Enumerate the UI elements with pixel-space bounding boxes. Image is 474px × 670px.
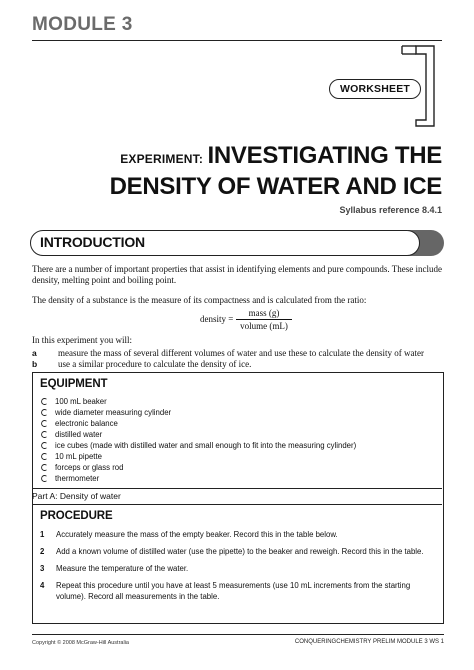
step-number: 1: [40, 530, 45, 539]
circle-bullet-icon: [40, 475, 49, 482]
equipment-heading: EQUIPMENT: [40, 378, 108, 390]
procedure-step: [40, 563, 438, 574]
equipment-item: electronic balance: [40, 418, 440, 429]
section-divider: [32, 504, 442, 505]
equipment-item: wide diameter measuring cylinder: [40, 407, 440, 418]
circle-bullet-icon: [40, 464, 49, 471]
step-number: 2: [40, 547, 45, 556]
fraction-bar: [236, 319, 292, 320]
circle-bullet-icon: [40, 453, 49, 460]
introduction-banner: [30, 230, 444, 256]
module-divider: [32, 40, 442, 41]
step-text: Measure the temperature of the water.: [56, 564, 189, 573]
title-line-1: INVESTIGATING THE: [207, 142, 442, 169]
aim-key: b: [32, 359, 38, 369]
step-text: Accurately measure the mass of the empty beaker. Record this in the table below.: [56, 530, 338, 539]
procedure-steps: [40, 529, 438, 602]
circle-bullet-icon: [40, 398, 49, 405]
worksheet-tag: WORKSHEET: [329, 79, 421, 99]
page-title: [60, 142, 442, 201]
equipment-item: 10 mL pipette: [40, 451, 440, 462]
title-line-2: DENSITY OF WATER AND ICE: [109, 173, 442, 200]
equipment-item: thermometer: [40, 473, 440, 484]
formula-fraction: [236, 308, 292, 331]
module-label: MODULE 3: [32, 14, 133, 35]
procedure-step: [40, 580, 438, 602]
circle-bullet-icon: [40, 420, 49, 427]
equipment-item: ice cubes (made with distilled water and small enough to fit into the measuring cylinder): [40, 440, 440, 451]
aim-text: measure the mass of several different volumes of water and use these to calculate the density of water: [58, 348, 424, 358]
aim-key: a: [32, 348, 37, 358]
copyright-notice: Copyright © 2008 McGraw-Hill Australia: [32, 640, 129, 646]
aim-item: [32, 359, 444, 370]
introduction-heading: INTRODUCTION: [40, 234, 145, 250]
equipment-item: distilled water: [40, 429, 440, 440]
equipment-list: [40, 396, 440, 484]
formula-denominator: volume (mL): [240, 321, 288, 331]
intro-paragraph-3: In this experiment you will:: [32, 335, 132, 345]
aim-item: [32, 348, 444, 359]
formula-numerator: mass (g): [248, 308, 280, 318]
circle-bullet-icon: [40, 409, 49, 416]
footer-divider: [32, 634, 444, 635]
step-text: Add a known volume of distilled water (use the pipette) to the beaker and reweigh. Record this in the table.: [56, 547, 424, 556]
formula-lhs: density =: [200, 314, 234, 324]
step-number: 3: [40, 564, 45, 573]
intro-paragraph-1: There are a number of important properties that assist in identifying elements and pure compounds. These include density, melting point and boiling point.: [32, 264, 442, 285]
worksheet-number: 1: [386, 31, 395, 48]
aim-text: use a similar procedure to calculate the density of ice.: [58, 359, 252, 369]
title-lead: EXPERIMENT:: [120, 152, 204, 166]
equipment-item: forceps or glass rod: [40, 462, 440, 473]
procedure-step: [40, 546, 438, 557]
procedure-heading: PROCEDURE: [40, 510, 113, 522]
step-text: Repeat this procedure until you have at least 5 measurements (use 10 mL increments from the starting volume). Record all measurements in the table.: [56, 581, 411, 601]
procedure-step: [40, 529, 438, 540]
step-number: 4: [40, 581, 45, 590]
section-divider: [32, 488, 442, 489]
footer-running-head: CONQUERINGCHEMISTRY PRELIM MODULE 3 WS 1: [294, 639, 444, 645]
intro-paragraph-2: The density of a substance is the measure of its compactness and is calculated from the ratio:: [32, 295, 367, 305]
syllabus-reference: Syllabus reference 8.4.1: [339, 205, 442, 215]
part-a-heading: Part A: Density of water: [32, 491, 121, 501]
equipment-item: 100 mL beaker: [40, 396, 440, 407]
circle-bullet-icon: [40, 431, 49, 438]
circle-bullet-icon: [40, 442, 49, 449]
